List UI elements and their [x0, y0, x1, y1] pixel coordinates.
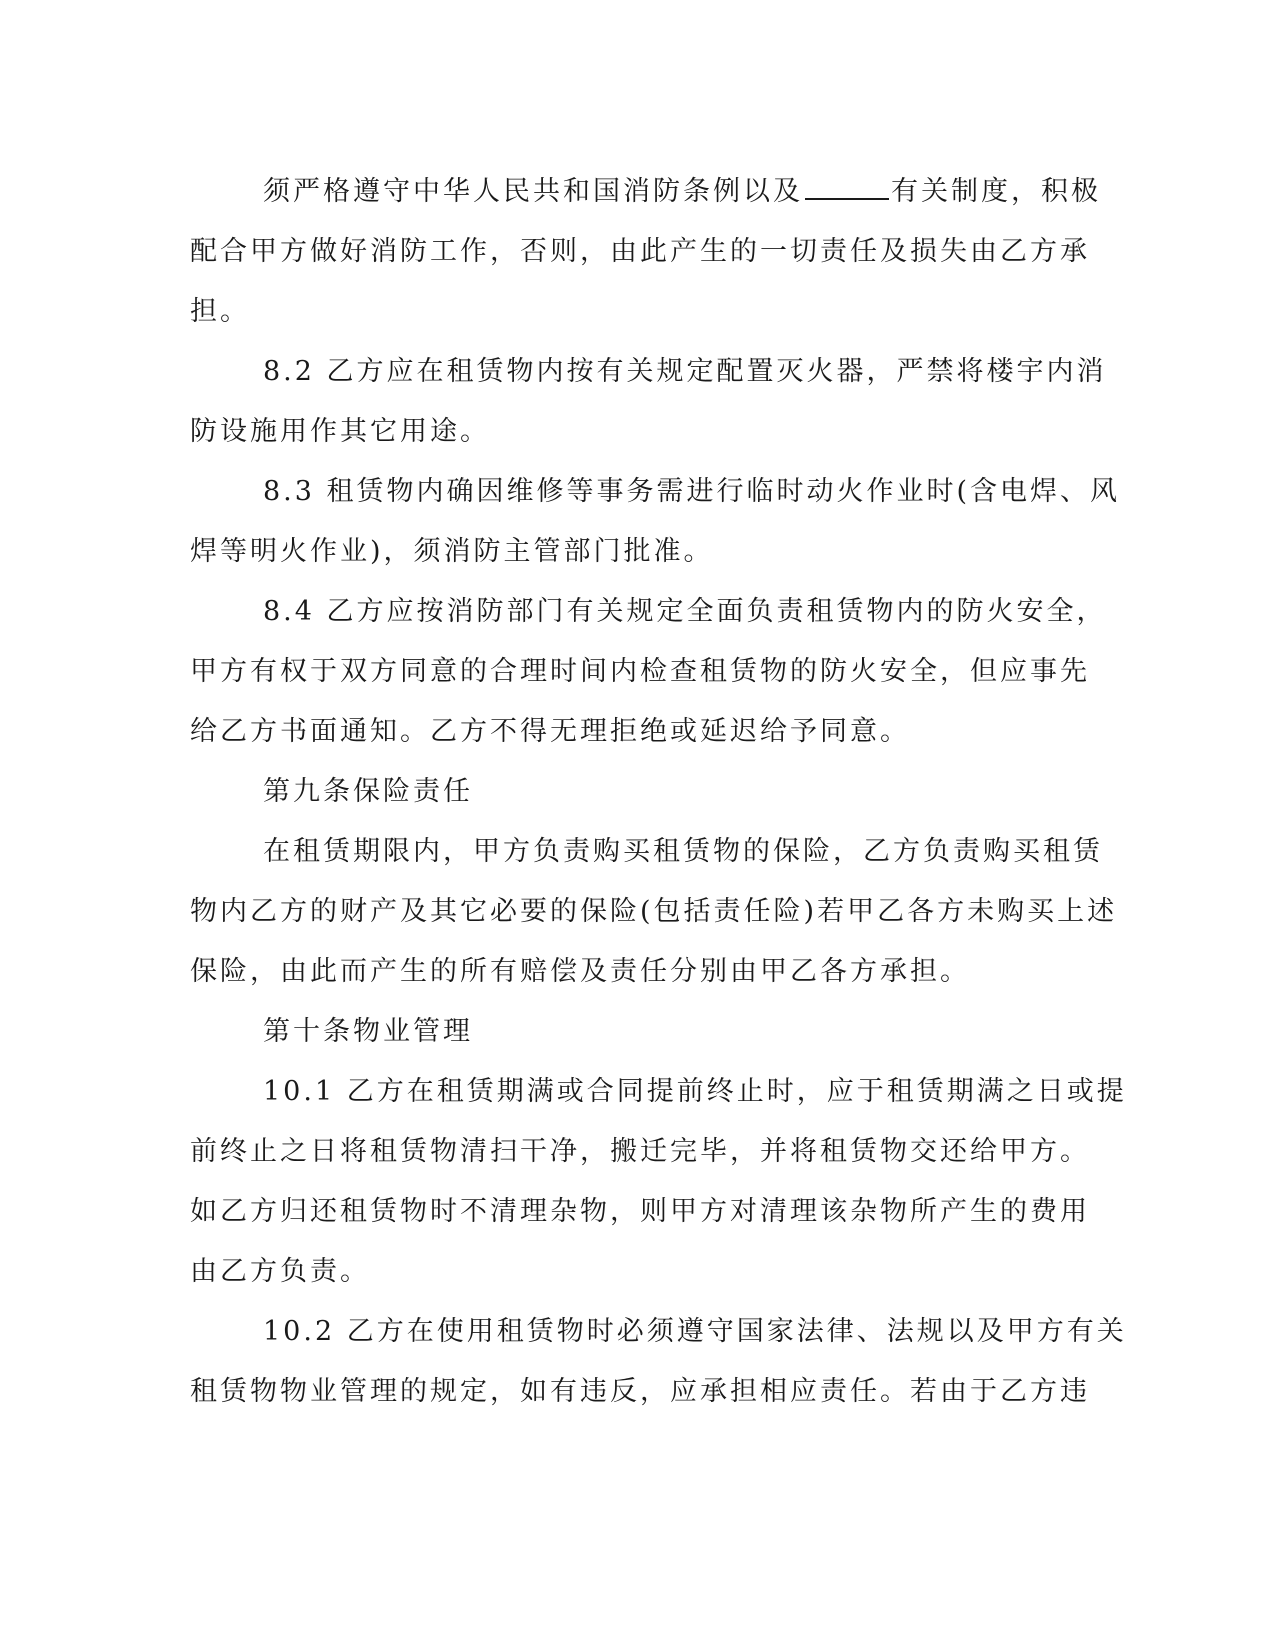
paragraph-line: 防设施用作其它用途。 [190, 416, 490, 447]
paragraph-line: 物内乙方的财产及其它必要的保险(包括责任险)若甲乙各方未购买上述 [190, 896, 1118, 927]
document-body [190, 162, 1127, 1422]
line-text: 须严格遵守中华人民共和国消防条例以及 [263, 176, 803, 207]
article-10-heading: 第十条物业管理 [263, 1016, 473, 1047]
clause-8-3-line: 8.3 租赁物内确因维修等事务需进行临时动火作业时(含电焊、风 [263, 476, 1121, 507]
paragraph-line: 由乙方负责。 [190, 1256, 370, 1287]
fill-in-blank [805, 168, 889, 200]
paragraph-line [190, 162, 1101, 222]
paragraph-line: 如乙方归还租赁物时不清理杂物，则甲方对清理该杂物所产生的费用 [190, 1196, 1090, 1227]
clause-8-4-line: 8.4 乙方应按消防部门有关规定全面负责租赁物内的防火安全， [263, 596, 1107, 627]
paragraph-line: 配合甲方做好消防工作，否则，由此产生的一切责任及损失由乙方承 [190, 236, 1090, 267]
line-text: 有关制度，积极 [891, 176, 1101, 207]
article-9-heading: 第九条保险责任 [263, 776, 473, 807]
paragraph-line: 给乙方书面通知。乙方不得无理拒绝或延迟给予同意。 [190, 716, 910, 747]
clause-10-2-line: 10.2 乙方在使用租赁物时必须遵守国家法律、法规以及甲方有关 [263, 1316, 1127, 1347]
clause-10-1-line: 10.1 乙方在租赁期满或合同提前终止时，应于租赁期满之日或提 [263, 1076, 1127, 1107]
paragraph-line: 甲方有权于双方同意的合理时间内检查租赁物的防火安全，但应事先 [190, 656, 1090, 687]
paragraph-line: 租赁物物业管理的规定，如有违反，应承担相应责任。若由于乙方违 [190, 1376, 1090, 1407]
clause-8-2-line: 8.2 乙方应在租赁物内按有关规定配置灭火器，严禁将楼宇内消 [263, 356, 1107, 387]
paragraph-line: 担。 [190, 296, 250, 327]
paragraph-line: 在租赁期限内，甲方负责购买租赁物的保险，乙方负责购买租赁 [263, 836, 1103, 867]
paragraph-line: 焊等明火作业)，须消防主管部门批准。 [190, 536, 714, 567]
paragraph-line: 前终止之日将租赁物清扫干净，搬迁完毕，并将租赁物交还给甲方。 [190, 1136, 1090, 1167]
paragraph-line: 保险，由此而产生的所有赔偿及责任分别由甲乙各方承担。 [190, 956, 970, 987]
